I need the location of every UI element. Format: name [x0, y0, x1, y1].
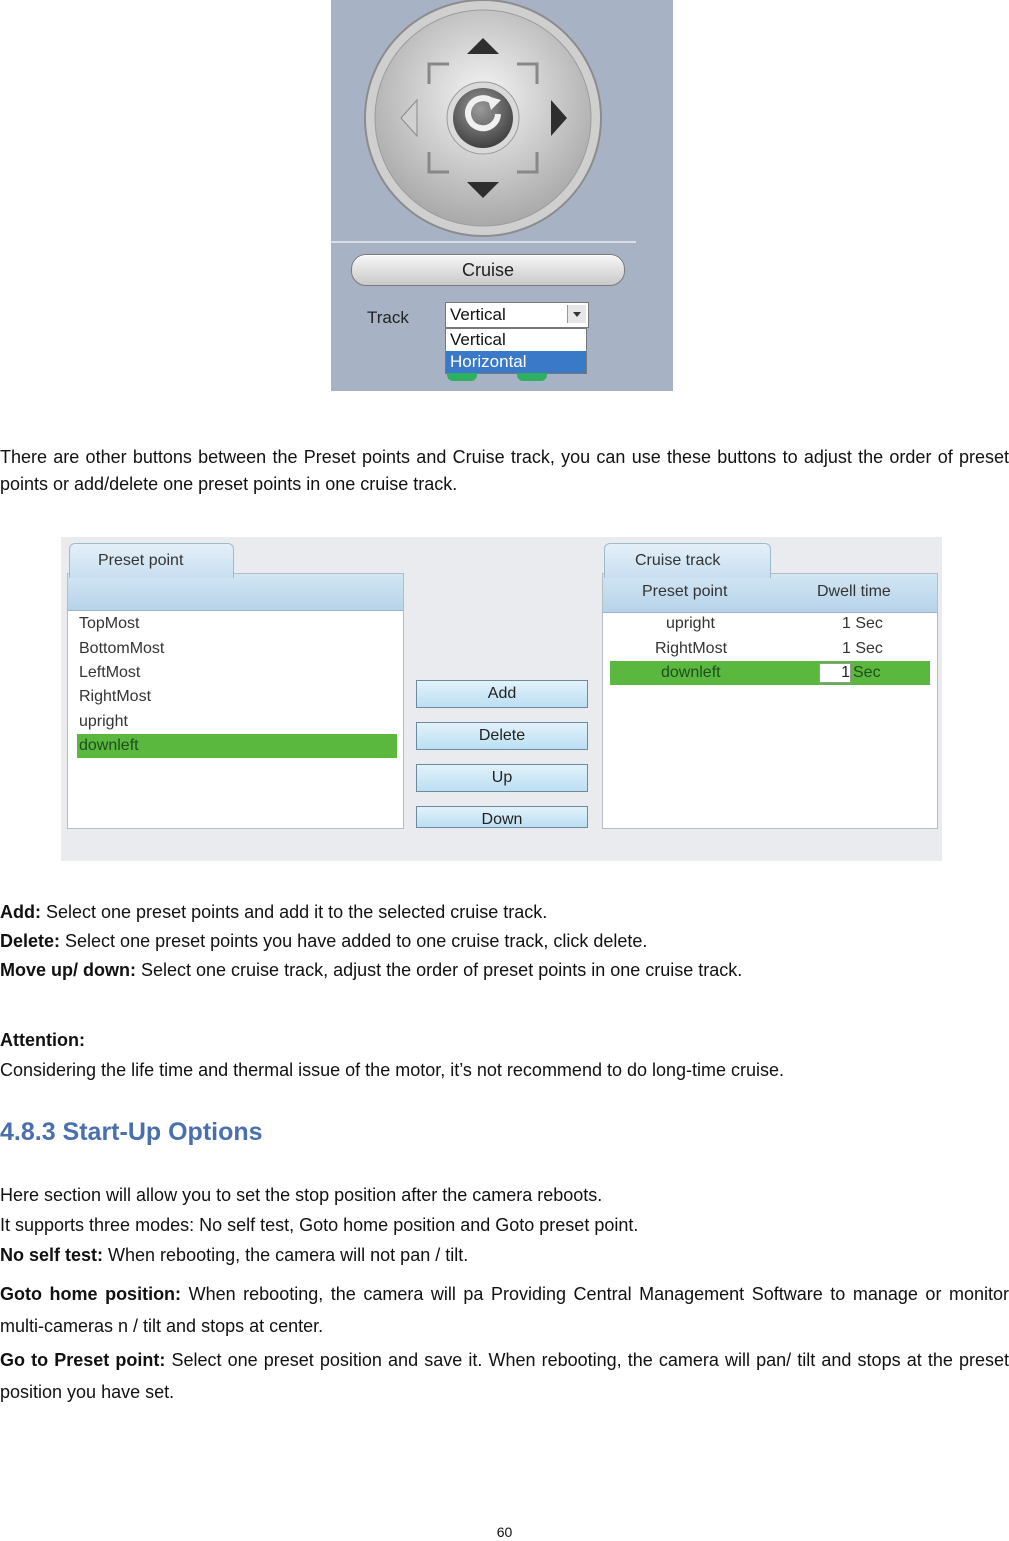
- attention-title: [0, 1027, 1009, 1054]
- dwell-unit: Sec: [855, 615, 883, 632]
- mode-goto-preset-text: Select one preset position and save it. When rebooting, the camera will pan/ tilt and stops at the preset position you have set.: [0, 1350, 1009, 1402]
- column-header-preset-point: Preset point: [642, 583, 728, 600]
- term-no-self-test: No self test:: [0, 1245, 104, 1265]
- cruise-row-name[interactable]: upright: [666, 615, 715, 632]
- track-select[interactable]: [445, 302, 589, 328]
- cruise-row-name: downleft: [661, 664, 721, 681]
- up-button[interactable]: Up: [416, 764, 588, 792]
- cruise-row-dwell: [819, 661, 881, 685]
- term-delete: Delete:: [0, 931, 61, 951]
- preset-item[interactable]: RightMost: [79, 688, 152, 705]
- cruise-row-dwell: [842, 612, 883, 636]
- definition-add: [0, 899, 1009, 926]
- cruise-row-name[interactable]: RightMost: [655, 640, 728, 657]
- column-header-dwell-time: Dwell time: [817, 583, 891, 600]
- preset-item-selected[interactable]: downleft: [77, 734, 397, 758]
- tab-preset-point[interactable]: Preset point: [69, 543, 234, 578]
- cruise-button[interactable]: Cruise: [351, 254, 625, 286]
- down-button[interactable]: Down: [416, 806, 588, 828]
- preset-header: [68, 574, 403, 611]
- definition-move: [0, 957, 1009, 984]
- section-line-2: It supports three modes: No self test, Goto home position and Goto preset point.: [0, 1215, 639, 1235]
- green-button-fragment[interactable]: [517, 373, 547, 381]
- tab-cruise-track[interactable]: Cruise track: [604, 543, 771, 578]
- attention-title-text: Attention:: [0, 1030, 85, 1050]
- mode-goto-home-text: When rebooting, the camera will pa Providing Central Management Software to manage or monitor multi-cameras n / tilt and stops at center.: [0, 1284, 1009, 1336]
- intro-paragraph: There are other buttons between the Preset points and Cruise track, you can use these buttons to adjust the order of preset points or add/delete one preset points in one cruise track.: [0, 447, 1009, 494]
- preset-item[interactable]: BottomMost: [79, 640, 165, 657]
- track-option-vertical[interactable]: Vertical: [450, 330, 506, 349]
- divider: [331, 241, 636, 243]
- preset-item[interactable]: LeftMost: [79, 664, 141, 681]
- definition-delete: [0, 928, 1009, 955]
- dwell-value: 1: [842, 640, 851, 657]
- mode-goto-preset: [0, 1344, 1009, 1408]
- cruise-row-dwell: [842, 637, 883, 661]
- dwell-unit: Sec: [855, 640, 883, 657]
- definition-add-text: Select one preset points and add it to the selected cruise track.: [40, 902, 548, 922]
- mode-no-self-test: [0, 1242, 1009, 1269]
- term-goto-home: Goto home position:: [0, 1284, 182, 1304]
- add-button[interactable]: Add: [416, 680, 588, 708]
- track-option-horizontal[interactable]: Horizontal: [446, 351, 586, 373]
- term-move: Move up/ down:: [0, 960, 136, 980]
- chevron-down-icon[interactable]: [567, 305, 586, 323]
- green-button-fragment[interactable]: [447, 373, 477, 381]
- page-number: 60: [496, 1524, 513, 1540]
- track-dropdown: [445, 328, 587, 374]
- term-add: Add:: [0, 902, 41, 922]
- cruise-row-selected[interactable]: [610, 661, 930, 685]
- definition-delete-text: Select one preset points you have added to one cruise track, click delete.: [60, 931, 648, 951]
- ptz-control-panel: [331, 0, 673, 391]
- definition-move-text: Select one cruise track, adjust the order of preset points in one cruise track.: [135, 960, 743, 980]
- track-select-value: Vertical: [450, 305, 506, 324]
- attention-text: Considering the life time and thermal issue of the motor, it’s not recommend to do long-time cruise.: [0, 1060, 785, 1080]
- mode-no-self-test-text: When rebooting, the camera will not pan / tilt.: [103, 1245, 469, 1265]
- section-heading: 4.8.3 Start-Up Options: [0, 1118, 263, 1146]
- cruise-track-panel: [602, 573, 938, 829]
- section-line-1: Here section will allow you to set the stop position after the camera reboots.: [0, 1185, 603, 1205]
- track-label: Track: [367, 308, 409, 327]
- dwell-value: 1: [842, 615, 851, 632]
- preset-item[interactable]: TopMost: [79, 615, 140, 632]
- mode-goto-home: [0, 1278, 1009, 1342]
- ptz-direction-pad: [331, 0, 673, 245]
- dwell-unit: Sec: [853, 664, 881, 681]
- dwell-input[interactable]: 1: [819, 663, 851, 683]
- preset-cruise-panel: [61, 537, 942, 861]
- delete-button[interactable]: Delete: [416, 722, 588, 750]
- preset-item[interactable]: upright: [79, 713, 128, 730]
- term-goto-preset: Go to Preset point:: [0, 1350, 166, 1370]
